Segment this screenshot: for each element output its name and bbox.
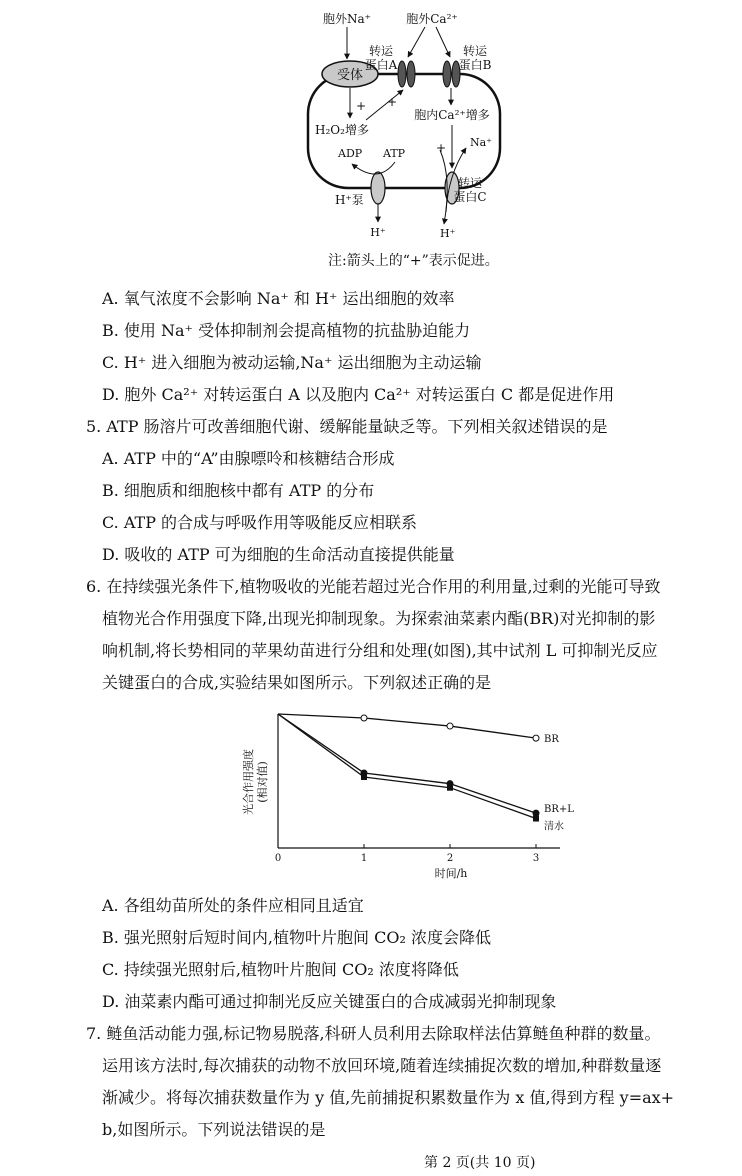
q5-stem: 5. ATP 肠溶片可改善细胞代谢、缓解能量缺乏等。下列相关叙述错误的是 <box>86 417 608 436</box>
plus-sign-3: + <box>436 141 447 155</box>
q5-option-c: C. ATP 的合成与呼吸作用等吸能反应相联系 <box>102 513 418 532</box>
q4-option-c: C. H⁺ 进入细胞为被动运输,Na⁺ 运出细胞为主动运输 <box>102 353 482 372</box>
q7-stem-line-2: 运用该方法时,每次捕获的动物不放回环境,随着连续捕捉次数的增加,种群数量逐 <box>102 1056 662 1075</box>
y-axis-label <box>241 749 269 815</box>
na-out-label: 胞外Na⁺ <box>323 12 371 26</box>
y-label-line-1: 光合作用强度 <box>242 749 255 815</box>
series-label-br-l: BR+L <box>544 804 574 816</box>
point-water-2 <box>447 785 453 791</box>
q6-option-a: A. 各组幼苗所处的条件应相同且适宜 <box>102 896 364 915</box>
page-footer: 第 2 页(共 10 页) <box>424 1155 536 1171</box>
q5-option-d: D. 吸收的 ATP 可为细胞的生命活动直接提供能量 <box>102 545 455 564</box>
transport-protein-a-left <box>398 61 406 87</box>
point-water-3 <box>533 816 539 822</box>
q7-stem-line-4: b,如图所示。下列说法错误的是 <box>102 1120 326 1139</box>
plus-sign-1: + <box>356 99 367 113</box>
protein-a-label-1: 转运 <box>368 44 394 58</box>
series-label-br: BR <box>544 734 559 746</box>
ca-in-label: 胞内Ca²⁺增多 <box>414 108 490 122</box>
series-line-br <box>278 714 536 738</box>
q7-stem-line-3: 渐减少。将每次捕获数量作为 y 值,先前捕捉积累数量作为 x 值,得到方程 y=ax+ <box>102 1088 675 1107</box>
na-exit-label: Na⁺ <box>470 136 492 149</box>
q6-stem-line-1: 6. 在持续强光条件下,植物吸收的光能若超过光合作用的利用量,过剩的光能可导致 <box>86 577 661 596</box>
ca-out-label: 胞外Ca²⁺ <box>406 12 458 26</box>
q5-option-b: B. 细胞质和细胞核中都有 ATP 的分布 <box>102 481 375 500</box>
x-tick-label-2: 2 <box>446 853 454 864</box>
h-out-label: H⁺ <box>370 226 386 239</box>
q6-stem-line-4: 关键蛋白的合成,实验结果如图所示。下列叙述正确的是 <box>102 673 492 692</box>
transport-protein-a-right <box>407 61 415 87</box>
q5-option-a: A. ATP 中的“A”由腺嘌呤和核糖结合形成 <box>102 449 395 468</box>
h-pump <box>371 172 385 204</box>
arrow-ca-to-a <box>408 27 425 57</box>
plus-sign-2: + <box>387 95 398 109</box>
protein-a-label-2: 蛋白A <box>364 58 398 72</box>
diagram-note: 注:箭头上的“+”表示促进。 <box>328 253 499 269</box>
q4-option-d: D. 胞外 Ca²⁺ 对转运蛋白 A 以及胞内 Ca²⁺ 对转运蛋白 C 都是促进作用 <box>102 385 615 404</box>
cell-transport-diagram <box>300 0 520 245</box>
protein-c-label-2: 蛋白C <box>453 190 487 204</box>
point-br-l-3 <box>533 810 539 816</box>
q4-option-b: B. 使用 Na⁺ 受体抑制剂会提高植物的抗盐胁迫能力 <box>102 321 471 340</box>
series-label-water: 清水 <box>544 821 564 833</box>
atp-to-adp-arrow <box>352 162 395 174</box>
series-line-water <box>278 714 536 819</box>
point-water-1 <box>361 774 367 780</box>
x-axis-label: 时间/h <box>434 867 468 880</box>
q7-stem-line-1: 7. 鲢鱼活动能力强,标记物易脱落,科研人员利用去除取样法估算鲢鱼种群的数量。 <box>86 1024 661 1043</box>
h-in-label: H⁺ <box>440 227 456 240</box>
series-line-br-l <box>278 714 536 813</box>
receptor-label: 受体 <box>336 68 364 83</box>
q6-option-b: B. 强光照射后短时间内,植物叶片胞间 CO₂ 浓度会降低 <box>102 928 491 947</box>
adp-label: ADP <box>338 147 363 160</box>
point-br-2 <box>447 723 453 729</box>
transport-protein-b-left <box>443 61 451 87</box>
y-label-line-2: (相对值) <box>256 761 269 803</box>
q6-stem-line-3: 响机制,将长势相同的苹果幼苗进行分组和处理(如图),其中试剂 L 可抑制光反应 <box>102 641 658 660</box>
q4-option-a: A. 氧气浓度不会影响 Na⁺ 和 H⁺ 运出细胞的效率 <box>102 289 455 308</box>
x-tick-label-3: 3 <box>532 853 540 864</box>
h2o2-label: H₂O₂增多 <box>315 123 369 137</box>
q6-option-c: C. 持续强光照射后,植物叶片胞间 CO₂ 浓度将降低 <box>102 960 459 979</box>
x-tick-label-0: 0 <box>274 853 282 864</box>
atp-label: ATP <box>383 147 406 160</box>
photosynthesis-chart <box>230 700 590 890</box>
protein-c-label-1: 转运 <box>457 176 483 190</box>
point-br-3 <box>533 735 539 741</box>
q6-stem-line-2: 植物光合作用强度下降,出现光抑制现象。为探索油菜素内酯(BR)对光抑制的影 <box>102 609 656 628</box>
x-tick-label-1: 1 <box>360 853 368 864</box>
q6-option-d: D. 油菜素内酯可通过抑制光反应关键蛋白的合成减弱光抑制现象 <box>102 992 557 1011</box>
point-br-1 <box>361 715 367 721</box>
protein-b-label-1: 转运 <box>462 44 488 58</box>
arrow-h2o2-to-a <box>366 90 403 120</box>
arrow-ca-to-b <box>436 27 450 57</box>
h-pump-label: H⁺泵 <box>335 193 364 207</box>
protein-b-label-2: 蛋白B <box>458 58 492 72</box>
